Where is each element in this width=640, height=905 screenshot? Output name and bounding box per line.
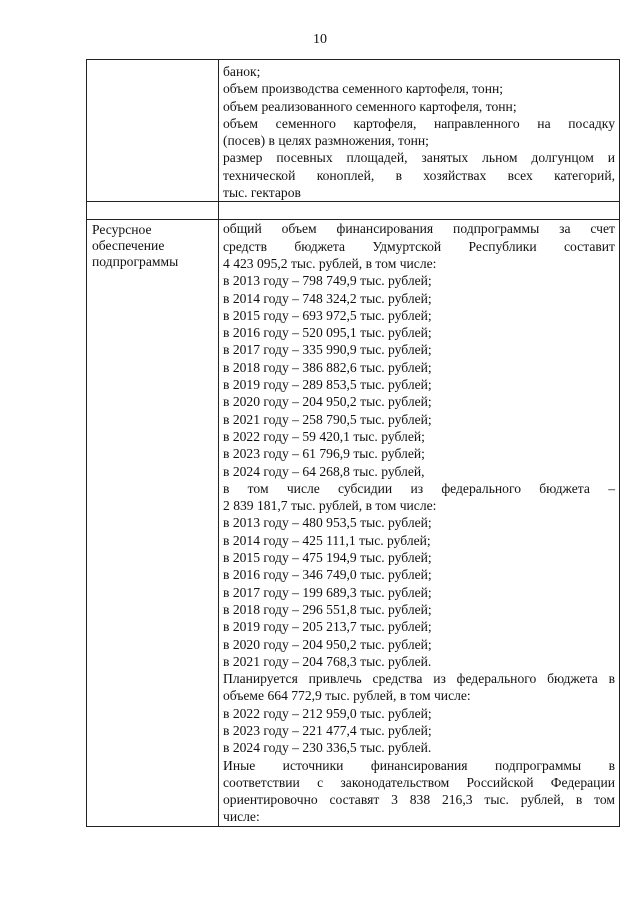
text-line: в 2016 году – 520 095,1 тыс. рублей; bbox=[223, 325, 432, 341]
text-line: в 2023 году – 61 796,9 тыс. рублей; bbox=[223, 446, 425, 462]
text-line: Планируется привлечь средства из федерального бюджета в bbox=[223, 671, 615, 687]
text-line: в том числе субсидии из федерального бюджета – bbox=[223, 480, 615, 496]
text-line: в 2022 году – 59 420,1 тыс. рублей; bbox=[223, 428, 425, 444]
text-line: объем реализованного семенного картофеля, тонн; bbox=[223, 98, 517, 114]
text-line: (посев) в целях размножения, тонн; bbox=[223, 133, 429, 149]
text-line: в 2017 году – 199 689,3 тыс. рублей; bbox=[223, 584, 432, 600]
text-line: тыс. гектаров bbox=[223, 185, 301, 201]
table-row bbox=[87, 220, 620, 826]
text-line: в 2013 году – 798 749,9 тыс. рублей; bbox=[223, 273, 432, 289]
text-line: в 2018 году – 296 551,8 тыс. рублей; bbox=[223, 601, 432, 617]
text-line: числе: bbox=[223, 809, 260, 825]
text-line: в 2018 году – 386 882,6 тыс. рублей; bbox=[223, 359, 432, 375]
text-line: банок; bbox=[223, 64, 261, 79]
text-line: в 2019 году – 289 853,5 тыс. рублей; bbox=[223, 377, 432, 393]
text-line: общий объем финансирования подпрограммы за счет bbox=[223, 221, 615, 237]
text-line: в 2013 году – 480 953,5 тыс. рублей; bbox=[223, 515, 432, 531]
table-row bbox=[87, 60, 620, 202]
text-line: размер посевных площадей, занятых льном долгунцом и bbox=[223, 150, 615, 166]
text-line: в 2023 году – 221 477,4 тыс. рублей; bbox=[223, 722, 432, 738]
row1-content-cell bbox=[219, 60, 620, 202]
text-line: в 2020 году – 204 950,2 тыс. рублей; bbox=[223, 394, 432, 410]
text-line: в 2019 году – 205 213,7 тыс. рублей; bbox=[223, 619, 432, 635]
text-line: объеме 664 772,9 тыс. рублей, в том числе: bbox=[223, 688, 471, 704]
spacer-cell bbox=[219, 202, 620, 220]
text-line: в 2021 году – 258 790,5 тыс. рублей; bbox=[223, 411, 432, 427]
text-line: соответствии с законодательством Российской Федерации bbox=[223, 774, 615, 790]
passport-table bbox=[86, 59, 620, 827]
text-line: в 2021 году – 204 768,3 тыс. рублей. bbox=[223, 653, 432, 669]
row-label-line: Ресурсное bbox=[92, 222, 152, 238]
row2-label-cell bbox=[87, 220, 219, 826]
row-label-line: подпрограммы bbox=[92, 253, 179, 269]
page-number: 10 bbox=[313, 32, 327, 47]
text-line: в 2022 году – 212 959,0 тыс. рублей; bbox=[223, 705, 432, 721]
spacer-cell bbox=[87, 202, 219, 220]
text-line: средств бюджета Удмуртской Республики составит bbox=[223, 238, 615, 254]
text-line: в 2014 году – 425 111,1 тыс. рублей; bbox=[223, 532, 431, 548]
text-line: Иные источники финансирования подпрограммы в bbox=[223, 757, 615, 773]
text-line: в 2017 году – 335 990,9 тыс. рублей; bbox=[223, 342, 432, 358]
text-line: объем семенного картофеля, направленного на посадку bbox=[223, 115, 615, 131]
row2-content-cell bbox=[219, 220, 620, 826]
text-line: ориентировочно составят 3 838 216,3 тыс. рублей, в том bbox=[223, 792, 615, 808]
text-line: в 2024 году – 64 268,8 тыс. рублей, bbox=[223, 463, 425, 479]
text-line: в 2015 году – 475 194,9 тыс. рублей; bbox=[223, 550, 432, 566]
row-label-line: обеспечение bbox=[92, 237, 165, 253]
text-line: объем производства семенного картофеля, тонн; bbox=[223, 81, 504, 97]
text-line: в 2016 году – 346 749,0 тыс. рублей; bbox=[223, 567, 432, 583]
text-line: в 2015 году – 693 972,5 тыс. рублей; bbox=[223, 307, 432, 323]
text-line: 4 423 095,2 тыс. рублей, в том числе: bbox=[223, 255, 437, 271]
text-line: 2 839 181,7 тыс. рублей, в том числе: bbox=[223, 498, 437, 514]
text-line: технической коноплей, в хозяйствах всех категорий, bbox=[223, 167, 615, 183]
row1-label-cell bbox=[87, 60, 219, 202]
table-spacer-row bbox=[87, 202, 620, 220]
text-line: в 2024 году – 230 336,5 тыс. рублей. bbox=[223, 740, 432, 756]
text-line: в 2014 году – 748 324,2 тыс. рублей; bbox=[223, 290, 432, 306]
text-line: в 2020 году – 204 950,2 тыс. рублей; bbox=[223, 636, 432, 652]
